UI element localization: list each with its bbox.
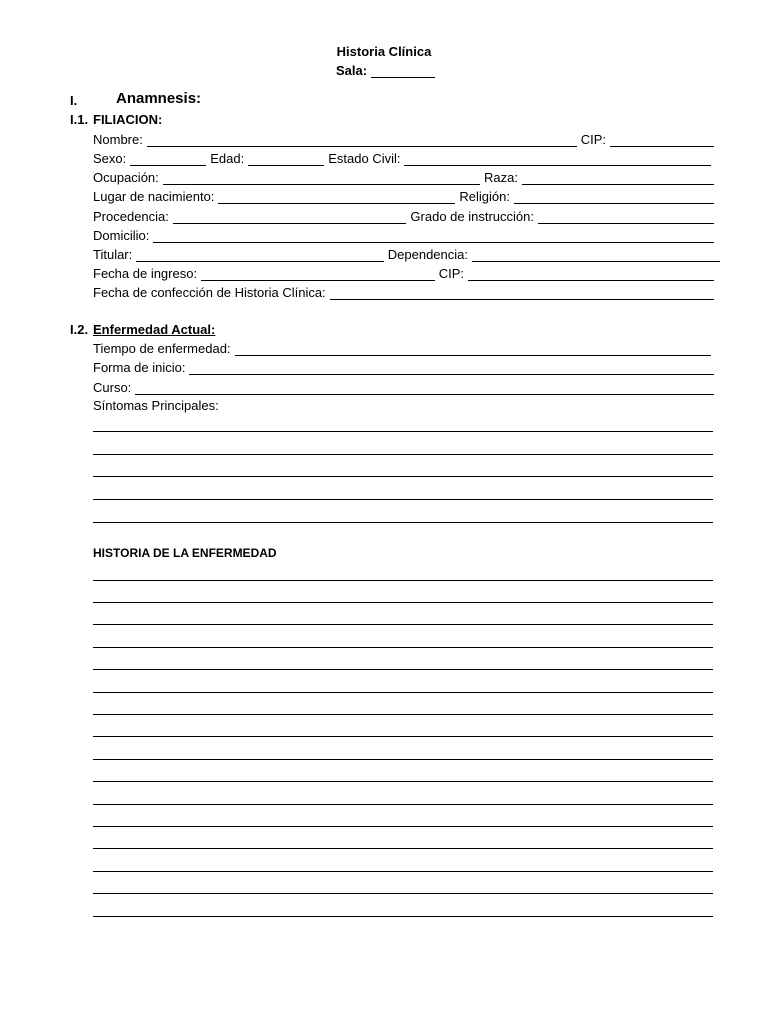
domicilio-label: Domicilio: [93, 228, 150, 243]
raza-label: Raza: [484, 170, 518, 185]
historia-line[interactable] [93, 826, 713, 827]
historia-line[interactable] [93, 602, 713, 603]
raza-field[interactable] [522, 172, 714, 185]
row-titular [93, 243, 720, 262]
historia-line[interactable] [93, 759, 713, 760]
procedencia-field[interactable] [173, 211, 407, 224]
row-nombre [93, 128, 714, 147]
domicilio-field[interactable] [153, 230, 714, 243]
sintomas-line[interactable] [93, 454, 713, 455]
titular-label: Titular: [93, 247, 133, 262]
historia-line[interactable] [93, 848, 713, 849]
fecha-confeccion-field[interactable] [330, 287, 714, 300]
procedencia-label: Procedencia: [93, 209, 169, 224]
sintomas-line[interactable] [93, 499, 713, 500]
historia-line[interactable] [93, 580, 713, 581]
historia-line[interactable] [93, 736, 713, 737]
cip2-label: CIP: [438, 266, 464, 281]
tiempo-field[interactable] [235, 343, 711, 356]
row-procedencia [93, 205, 714, 224]
section-title [116, 90, 201, 107]
titular-field[interactable] [136, 249, 384, 262]
lugar-nacimiento-field[interactable] [218, 191, 455, 204]
subsection-number: I.1. [70, 112, 89, 127]
sexo-field[interactable] [130, 153, 206, 166]
historia-line[interactable] [93, 871, 713, 872]
estado-civil-field[interactable] [404, 153, 711, 166]
cip2-field[interactable] [468, 268, 714, 281]
nombre-field[interactable] [147, 134, 577, 147]
row-sexo [93, 147, 714, 166]
dependencia-field[interactable] [472, 249, 720, 262]
cip-label: CIP: [580, 132, 606, 147]
fecha-confeccion-label: Fecha de confección de Historia Clínica: [93, 285, 326, 300]
forma-label: Forma de inicio: [93, 360, 186, 375]
row-fecha-ingreso [93, 262, 714, 281]
ocupacion-field[interactable] [163, 172, 480, 185]
ocupacion-label: Ocupación: [93, 170, 159, 185]
religion-label: Religión: [459, 189, 510, 204]
lugar-nacimiento-label: Lugar de nacimiento: [93, 189, 215, 204]
sintomas-label: Síntomas Principales: [93, 398, 219, 413]
historia-line[interactable] [93, 804, 713, 805]
sala-field [336, 63, 435, 78]
subsection-title: FILIACION: [93, 112, 163, 127]
edad-label: Edad: [210, 151, 245, 166]
row-domicilio [93, 224, 714, 243]
estado-civil-label: Estado Civil: [328, 151, 401, 166]
historia-title: HISTORIA DE LA ENFERMEDAD [93, 546, 277, 560]
section-number: I. [70, 93, 78, 108]
curso-field[interactable] [135, 382, 714, 395]
subsection-title-2: Enfermedad Actual: [93, 322, 216, 337]
cip-field[interactable] [610, 134, 714, 147]
sala-input-line[interactable] [371, 65, 435, 78]
row-fecha-confeccion [93, 281, 714, 300]
nombre-label: Nombre: [93, 132, 143, 147]
row-tiempo [93, 337, 711, 356]
historia-line[interactable] [93, 893, 713, 894]
sintomas-line[interactable] [93, 522, 713, 523]
historia-line[interactable] [93, 647, 713, 648]
sintomas-line[interactable] [93, 476, 713, 477]
row-lugar-nacimiento [93, 185, 714, 204]
section-title-text: Anamnesis [116, 90, 197, 107]
historia-line[interactable] [93, 916, 713, 917]
row-ocupacion [93, 166, 714, 185]
tiempo-label: Tiempo de enfermedad: [93, 341, 231, 356]
historia-line[interactable] [93, 781, 713, 782]
section-title-colon: : [196, 90, 202, 107]
grado-instruccion-field[interactable] [538, 211, 714, 224]
forma-field[interactable] [189, 362, 714, 375]
curso-label: Curso: [93, 380, 132, 395]
row-curso [93, 376, 714, 395]
religion-field[interactable] [514, 191, 714, 204]
sintomas-line[interactable] [93, 431, 713, 432]
subsection-number-2: I.2. [70, 322, 89, 337]
grado-instruccion-label: Grado de instrucción: [410, 209, 534, 224]
dependencia-label: Dependencia: [387, 247, 468, 262]
historia-line[interactable] [93, 714, 713, 715]
sexo-label: Sexo: [93, 151, 127, 166]
sala-label: Sala: [336, 63, 368, 78]
fecha-ingreso-label: Fecha de ingreso: [93, 266, 198, 281]
historia-line[interactable] [93, 692, 713, 693]
historia-line[interactable] [93, 624, 713, 625]
edad-field[interactable] [248, 153, 324, 166]
page-title: Historia Clínica [336, 44, 432, 59]
fecha-ingreso-field[interactable] [201, 268, 435, 281]
historia-line[interactable] [93, 669, 713, 670]
row-forma [93, 356, 714, 375]
